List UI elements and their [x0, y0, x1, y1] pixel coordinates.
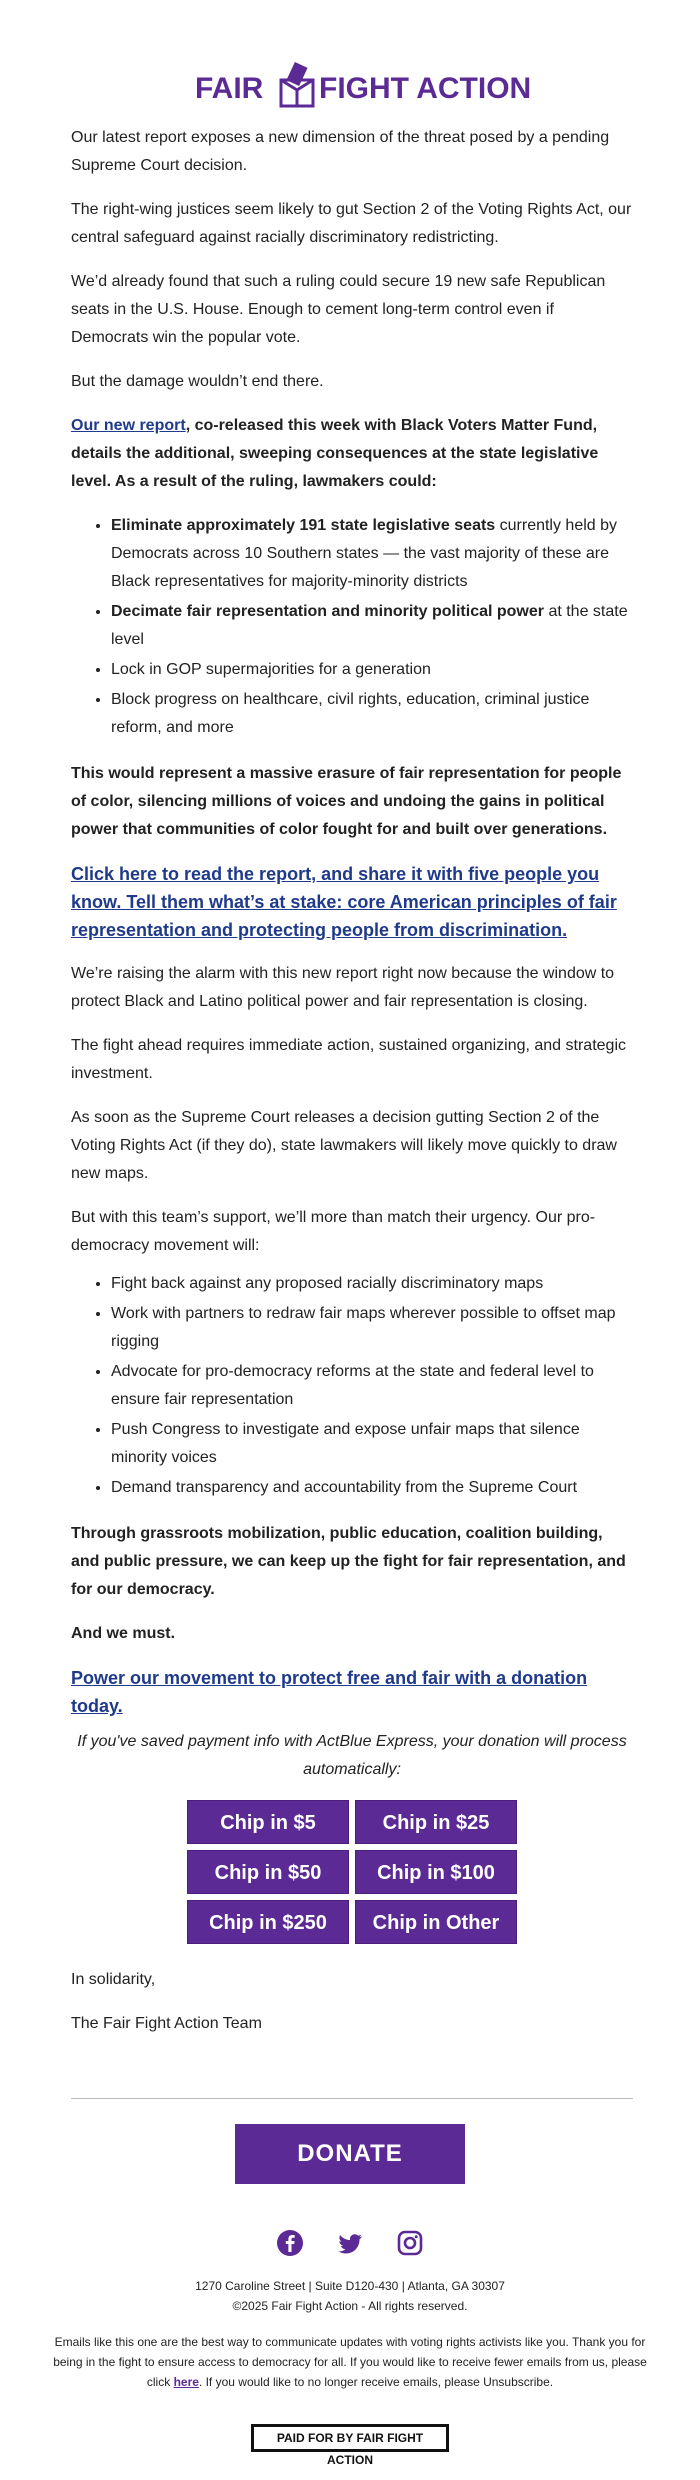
list-item: • Work with partners to redraw fair maps wherever possible to offset map rigging	[111, 1300, 633, 1356]
paragraph-damage: But the damage wouldn’t end there.	[71, 373, 324, 390]
paragraph-movement: But with this team’s support, we’ll more than match their urgency. Our pro-democracy movement will:	[71, 1209, 596, 1254]
signoff: In solidarity,	[71, 1971, 156, 1988]
paragraph-we-must: And we must.	[71, 1625, 176, 1642]
paragraph-house-seats: We’d already found that such a ruling could secure 19 new safe Republican seats in the U.S. House. Enough to cement long-term control even if Democrats win the popular vote.	[71, 273, 606, 346]
instagram-icon[interactable]	[395, 2228, 425, 2258]
new-report-link[interactable]: Our new report	[71, 417, 186, 434]
donate-cta	[71, 1664, 633, 1720]
list-item: • Advocate for pro-democracy reforms at the state and federal level to ensure fair representation	[111, 1358, 633, 1414]
signature: The Fair Fight Action Team	[71, 2015, 262, 2032]
list-item: • Push Congress to investigate and expose unfair maps that silence minority voices	[111, 1416, 633, 1472]
facebook-icon[interactable]	[275, 2228, 305, 2258]
list-item: • Fight back against any proposed racially discriminatory maps	[111, 1270, 633, 1298]
chip-in-50-button[interactable]: Chip in $50	[187, 1850, 349, 1894]
chip-in-25-button[interactable]: Chip in $25	[355, 1800, 517, 1844]
email-body	[71, 124, 633, 2054]
ballot-box-icon	[281, 62, 313, 106]
paragraph-intro: Our latest report exposes a new dimension of the threat posed by a pending Supreme Court decision.	[71, 129, 610, 174]
logo-text-right: FIGHT ACTION	[319, 72, 532, 105]
fewer-emails-link[interactable]: here	[173, 2375, 199, 2389]
logo-text-left: FAIR	[195, 72, 264, 105]
movement-list	[111, 1270, 633, 1502]
list-item: • Block progress on healthcare, civil rights, education, criminal justice reform, and more	[111, 686, 633, 742]
paragraph-fight-ahead: The fight ahead requires immediate action, sustained organizing, and strategic investment.	[71, 1037, 626, 1082]
divider	[71, 2098, 633, 2099]
list-item: • Decimate fair representation and minority political power at the state level	[111, 598, 633, 654]
report-details: , co-released this week with Black Voters Matter Fund, details the additional, sweeping consequences at the state legislative level. As a result of the ruling, lawmakers could:	[71, 417, 599, 490]
paragraph-grassroots: Through grassroots mobilization, public education, coalition building, and public pressure, we can keep up the fight for fair representation, and for our democracy.	[71, 1525, 626, 1598]
donation-link[interactable]: Power our movement to protect free and fair with a donation today.	[71, 1668, 588, 1716]
paragraph-report	[71, 412, 633, 496]
read-report-link[interactable]: Click here to read the report, and share it with five people you know. Tell them what’s at stake: core American principles of fair representation and protecting people from discrimination.	[71, 864, 617, 940]
list-item: • Lock in GOP supermajorities for a generation	[111, 656, 633, 684]
report-cta	[71, 860, 633, 944]
social-links	[0, 2228, 700, 2258]
chip-in-250-button[interactable]: Chip in $250	[187, 1900, 349, 1944]
actblue-note: If you've saved payment info with ActBlue Express, your donation will process automatically:	[77, 1733, 627, 1778]
paid-for-disclaimer: PAID FOR BY FAIR FIGHT ACTION	[251, 2424, 449, 2452]
twitter-icon[interactable]	[335, 2228, 365, 2258]
paragraph-alarm: We’re raising the alarm with this new report right now because the window to protect Black and Latino political power and fair representation is closing.	[71, 965, 615, 1010]
list-item: • Demand transparency and accountability from the Supreme Court	[111, 1474, 633, 1502]
donate-button[interactable]: DONATE	[235, 2124, 465, 2184]
chip-in-5-button[interactable]: Chip in $5	[187, 1800, 349, 1844]
paragraph-new-maps: As soon as the Supreme Court releases a decision gutting Section 2 of the Voting Rights Act (if they do), state lawmakers will likely move quickly to draw new maps.	[71, 1109, 617, 1182]
chip-in-buttons	[71, 1800, 633, 1944]
logo[interactable]	[0, 58, 700, 112]
chip-in-other-button[interactable]: Chip in Other	[355, 1900, 517, 1944]
address-block	[0, 2276, 700, 2316]
copyright: ©2025 Fair Fight Action - All rights reserved.	[232, 2299, 468, 2313]
mailing-address: 1270 Caroline Street | Suite D120-430 | Atlanta, GA 30307	[195, 2279, 505, 2293]
chip-in-100-button[interactable]: Chip in $100	[355, 1850, 517, 1894]
paragraph-justices: The right-wing justices seem likely to gut Section 2 of the Voting Rights Act, our central safeguard against racially discriminatory redistricting.	[71, 201, 632, 246]
paragraph-erasure: This would represent a massive erasure of fair representation for people of color, silencing millions of voices and undoing the gains in political power that communities of color fought for and built over generations.	[71, 765, 622, 838]
unsubscribe-text: Emails like this one are the best way to communicate updates with voting rights activists like you. Thank you for being in the fight to ensure access to democracy for all. If you would like to receive fewer emails from us, please click here. If you would like to no longer receive emails, please Unsubscribe.	[53, 2335, 647, 2389]
list-item: • Eliminate approximately 191 state legislative seats currently held by Democrats across 10 Southern states — the vast majority of these are Black representatives for majority-minority districts	[111, 512, 633, 596]
consequences-list	[111, 512, 633, 742]
